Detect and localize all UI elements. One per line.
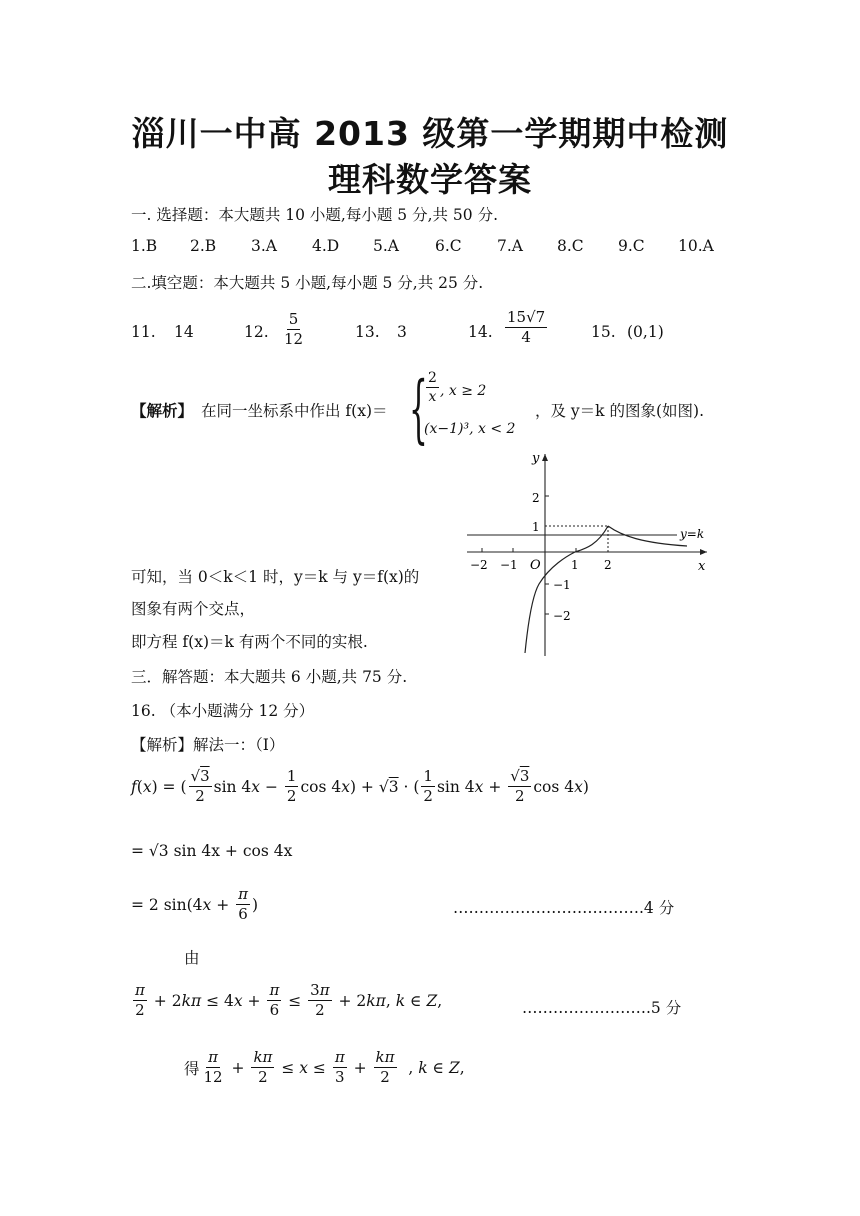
piecewise-case2: (x−1)³, x < 2 [424, 421, 516, 437]
piecewise-brace: { [409, 366, 428, 452]
choice-answer: 7.A [497, 237, 523, 255]
function-graph [462, 448, 722, 660]
y-tick-label: 1 [532, 520, 540, 534]
formula-line-3: = 2 sin(4 x + $\frac{\pi}{6}$ ) [131, 885, 259, 923]
analysis-label: 【解析】 [131, 401, 194, 420]
y-tick-label: −1 [553, 578, 571, 592]
formula-line-1: f ( x ) = ( $\frac{√3}{2}$ sin 4 x − $\frac{1}{2}$ cos 4 x ) + √ 3 · ( $\frac{1}{2}$ sin 4 x + $\frac{√3}{2}$ cos 4 x ) [131, 767, 589, 805]
fill-q15: 15. [591, 323, 616, 341]
page-subtitle: 理科数学答案 [328, 160, 532, 199]
y-axis-arrow [542, 454, 548, 461]
section-heading-fill: 二.填空题：本大题共 5 小题,每小题 5 分,共 25 分. [131, 274, 484, 292]
x-axis-arrow [700, 549, 707, 555]
fill-q13: 13. [355, 323, 380, 341]
case1-numerator: 2 [428, 370, 437, 386]
section-heading-solve: 三．解答题：本大题共 6 小题,共 75 分. [131, 668, 408, 686]
choice-answer: 8.C [557, 237, 584, 255]
conclusion-line: 即方程 f(x)＝k 有两个不同的实根. [131, 633, 368, 651]
choice-answer: 5.A [373, 237, 399, 255]
origin-label: O [530, 558, 541, 573]
fraction-denominator: 4 [521, 327, 531, 346]
fill-q11: 11. [131, 323, 156, 341]
fill-a15: (0,1) [627, 323, 664, 341]
analysis-text: 在同一坐标系中作出 f(x)＝ [201, 402, 388, 420]
x-tick-label: 2 [604, 558, 612, 572]
score-5: …………………….5 分 [522, 999, 682, 1017]
question-16-header: 16. （本小题满分 12 分） [131, 702, 315, 720]
x-tick-label: −2 [470, 558, 488, 572]
choice-answer: 6.C [435, 237, 462, 255]
fill-a13: 3 [397, 323, 407, 341]
choice-answer: 10.A [678, 237, 714, 255]
choice-answer: 1.B [131, 237, 158, 255]
fill-a12-fraction [280, 312, 307, 348]
conclusion-line: 图象有两个交点， [131, 600, 256, 618]
section-heading-choice: 一. 选择题：本大题共 10 小题,每小题 5 分,共 50 分. [131, 206, 499, 224]
fill-a14-fraction [503, 310, 549, 346]
analysis-text-after: ，及 y＝k 的图象(如图). [535, 402, 705, 420]
y-tick-label: 2 [532, 491, 540, 505]
y-tick-label: −2 [553, 609, 571, 623]
choice-answer: 9.C [618, 237, 645, 255]
x-axis-label: x [698, 559, 706, 574]
fill-q14: 14. [468, 323, 493, 341]
conclusion-line: 可知，当 0＜k＜1 时，y＝k 与 y＝f(x)的 [131, 568, 420, 586]
text-de: 得 [184, 1059, 200, 1078]
choice-answer: 3.A [251, 237, 277, 255]
case1-denominator: x [428, 388, 437, 405]
case1-condition: , x ≥ 2 [440, 383, 487, 399]
choice-answer: 4.D [312, 237, 340, 255]
piecewise-case1 [424, 371, 441, 404]
fraction-numerator: 5 [288, 310, 299, 328]
curve-reciprocal-branch [608, 526, 687, 546]
fill-a11: 14 [174, 323, 194, 341]
formula-line-5: 得 $\frac{\pi}{12}$ + $\frac{k\pi}{2}$ ≤ x ≤ $\frac{\pi}{3}$ + $\frac{k\pi}{2}$ , k ∈ Z , [184, 1048, 465, 1086]
line-label: y=k [680, 527, 705, 541]
fraction-numerator: 15√7 [507, 308, 546, 326]
formula-line-2: = √3 sin 4x + cos 4x [131, 842, 293, 860]
fraction-denominator: 12 [284, 329, 304, 348]
fill-q12: 12. [244, 323, 269, 341]
score-4: ……………………………….4 分 [453, 899, 675, 917]
page-title: 淄川一中高 2013 级第一学期期中检测 [131, 114, 729, 153]
formula-line-4: $\frac{\pi}{2}$ + 2 kπ ≤ 4 x + $\frac{\pi}{6}$ ≤ $\frac{3\pi}{2}$ + 2 kπ , k ∈ Z , [135, 981, 443, 1019]
question-16-method: 【解析】解法一：（Ⅰ） [131, 736, 285, 754]
text-you: 由 [184, 949, 200, 967]
x-tick-label: 1 [571, 558, 579, 572]
choice-answer: 2.B [190, 237, 217, 255]
y-axis-label: y [532, 451, 540, 466]
x-tick-label: −1 [500, 558, 518, 572]
